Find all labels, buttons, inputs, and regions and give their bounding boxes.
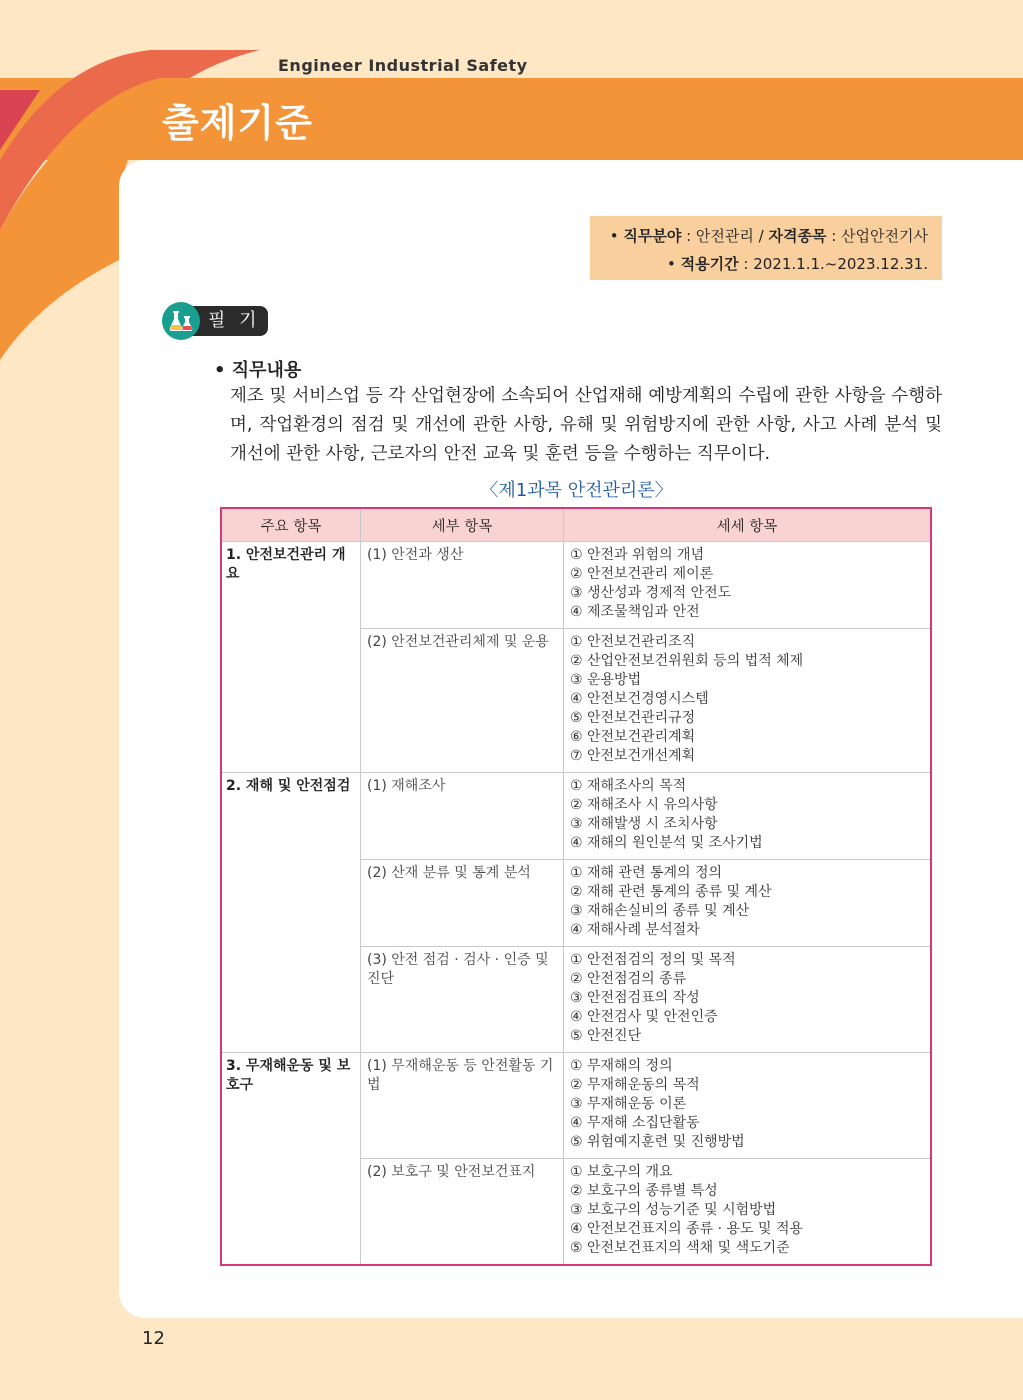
qual-value: 산업안전기사: [841, 227, 928, 245]
subject-title: 〈제1과목 안전관리론〉: [480, 480, 673, 501]
qual-label: 자격종목: [768, 227, 827, 245]
section-badge: [162, 302, 268, 338]
sub-item: (2) 산재 분류 및 통계 분석: [361, 860, 564, 947]
detail-item: ③ 재해손실비의 종류 및 계산: [570, 903, 750, 919]
detail-items: [564, 629, 932, 773]
duty-heading-text: 직무내용: [231, 360, 302, 381]
detail-item: ④ 안전검사 및 안전인증: [570, 1009, 718, 1025]
detail-item: ④ 재해의 원인분석 및 조사기법: [570, 835, 763, 851]
sub-item: (2) 안전보건관리체제 및 운용: [361, 629, 564, 773]
detail-items: [564, 947, 932, 1053]
detail-item: ⑤ 안전보건관리규정: [570, 710, 696, 726]
field-label: 직무분야: [623, 227, 682, 245]
detail-item: ⑤ 안전보건표지의 색채 및 색도기준: [570, 1240, 790, 1256]
detail-item: ③ 안전점검표의 작성: [570, 990, 700, 1006]
sub-item: (1) 안전과 생산: [361, 542, 564, 629]
detail-item: ① 안전과 위험의 개념: [570, 547, 705, 563]
info-box: [590, 216, 942, 280]
detail-item: ① 안전보건관리조직: [570, 634, 696, 650]
detail-items: [564, 1053, 932, 1159]
detail-item: ① 재해 관련 통계의 정의: [570, 865, 723, 881]
badge-label: 필 기: [184, 306, 268, 336]
detail-item: ② 보호구의 종류별 특성: [570, 1183, 718, 1199]
detail-item: ① 재해조사의 목적: [570, 778, 687, 794]
detail-item: ② 안전점검의 종류: [570, 971, 687, 987]
detail-items: [564, 1159, 932, 1266]
detail-item: ⑤ 안전진단: [570, 1028, 642, 1044]
detail-item: ③ 운용방법: [570, 672, 642, 688]
detail-item: ② 산업안전보건위원회 등의 법적 체제: [570, 653, 804, 669]
sub-item: (2) 보호구 및 안전보건표지: [361, 1159, 564, 1266]
main-item: 2. 재해 및 안전점검: [221, 773, 361, 1053]
duty-heading: • 직무내용: [214, 360, 302, 381]
sub-item: (1) 재해조사: [361, 773, 564, 860]
detail-item: ② 재해 관련 통계의 종류 및 계산: [570, 884, 772, 900]
header-detail: 세세 항목: [564, 508, 932, 542]
period-label: 적용기간: [680, 255, 739, 273]
sub-item: (1) 무재해운동 등 안전활동 기법: [361, 1053, 564, 1159]
detail-item: ① 무재해의 정의: [570, 1058, 673, 1074]
detail-item: ② 무재해운동의 목적: [570, 1077, 700, 1093]
detail-item: ④ 무재해 소집단활동: [570, 1115, 700, 1131]
detail-items: [564, 773, 932, 860]
series-title: Engineer Industrial Safety: [278, 56, 528, 75]
detail-item: ⑦ 안전보건개선계획: [570, 748, 696, 764]
detail-item: ③ 무재해운동 이론: [570, 1096, 687, 1112]
detail-item: ④ 안전보건경영시스템: [570, 691, 709, 707]
detail-item: ⑥ 안전보건관리계획: [570, 729, 696, 745]
table-row: [221, 542, 931, 629]
header-sub: 세부 항목: [361, 508, 564, 542]
table-header-row: [221, 508, 931, 542]
main-item: 3. 무재해운동 및 보호구: [221, 1053, 361, 1266]
detail-item: ④ 제조물책임과 안전: [570, 604, 700, 620]
flask-icon: [162, 302, 200, 340]
page-title: 출제기준: [162, 101, 313, 145]
table-row: [221, 773, 931, 860]
period-value: 2021.1.1.~2023.12.31.: [753, 255, 928, 273]
page-number: 12: [142, 1328, 165, 1349]
detail-items: [564, 542, 932, 629]
detail-items: [564, 860, 932, 947]
detail-item: ① 보호구의 개요: [570, 1164, 673, 1180]
detail-item: ① 안전점검의 정의 및 목적: [570, 952, 736, 968]
main-item: 1. 안전보건관리 개요: [221, 542, 361, 773]
field-value: 안전관리: [695, 227, 754, 245]
detail-item: ② 재해조사 시 유의사항: [570, 797, 718, 813]
sub-item: (3) 안전 점검 · 검사 · 인증 및 진단: [361, 947, 564, 1053]
detail-item: ③ 보호구의 성능기준 및 시험방법: [570, 1202, 777, 1218]
detail-item: ⑤ 위험예지훈련 및 진행방법: [570, 1134, 745, 1150]
info-line-2: • 적용기간 : 2021.1.1.~2023.12.31.: [667, 255, 928, 273]
detail-item: ④ 안전보건표지의 종류 · 용도 및 적용: [570, 1221, 804, 1237]
detail-item: ④ 재해사례 분석절차: [570, 922, 700, 938]
criteria-table: [220, 507, 932, 1266]
detail-item: ③ 생산성과 경제적 안전도: [570, 585, 732, 601]
header-main: 주요 항목: [221, 508, 361, 542]
detail-item: ② 안전보건관리 제이론: [570, 566, 714, 582]
table-row: [221, 1053, 931, 1159]
duty-text: 제조 및 서비스업 등 각 산업현장에 소속되어 산업재해 예방계획의 수립에 관한 사항을 수행하며, 작업환경의 점검 및 개선에 관한 사항, 유해 및 위험방지에 관한 사항, 사고 사례 분석 및 개선에 관한 사항, 근로자의 안전 교육 및 훈련 등을 수행하는 직무이다.: [230, 386, 942, 464]
detail-item: ③ 재해발생 시 조치사항: [570, 816, 718, 832]
info-line-1: • 직무분야 : 안전관리 / 자격종목 : 산업안전기사: [609, 227, 928, 245]
